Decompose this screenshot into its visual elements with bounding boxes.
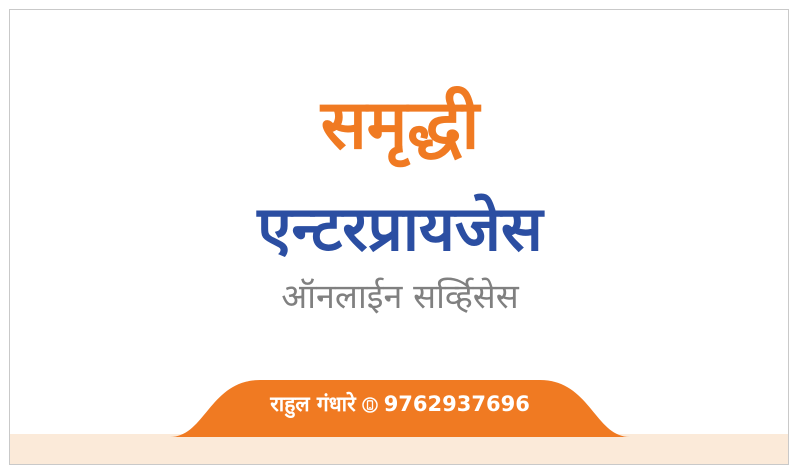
contact-phone[interactable]: 9762937696 — [383, 392, 530, 416]
brand-name-line2: एन्टरप्रायजेस — [257, 192, 543, 265]
contact-line — [10, 394, 789, 415]
brand-tagline: ऑनलाईन सर्व्हिसेस — [281, 277, 519, 317]
contact-name: राहुल गंधारे — [270, 392, 356, 416]
business-card — [9, 9, 789, 465]
brand-name-line1: समृद्धी — [320, 86, 480, 165]
phone-icon — [362, 397, 378, 413]
